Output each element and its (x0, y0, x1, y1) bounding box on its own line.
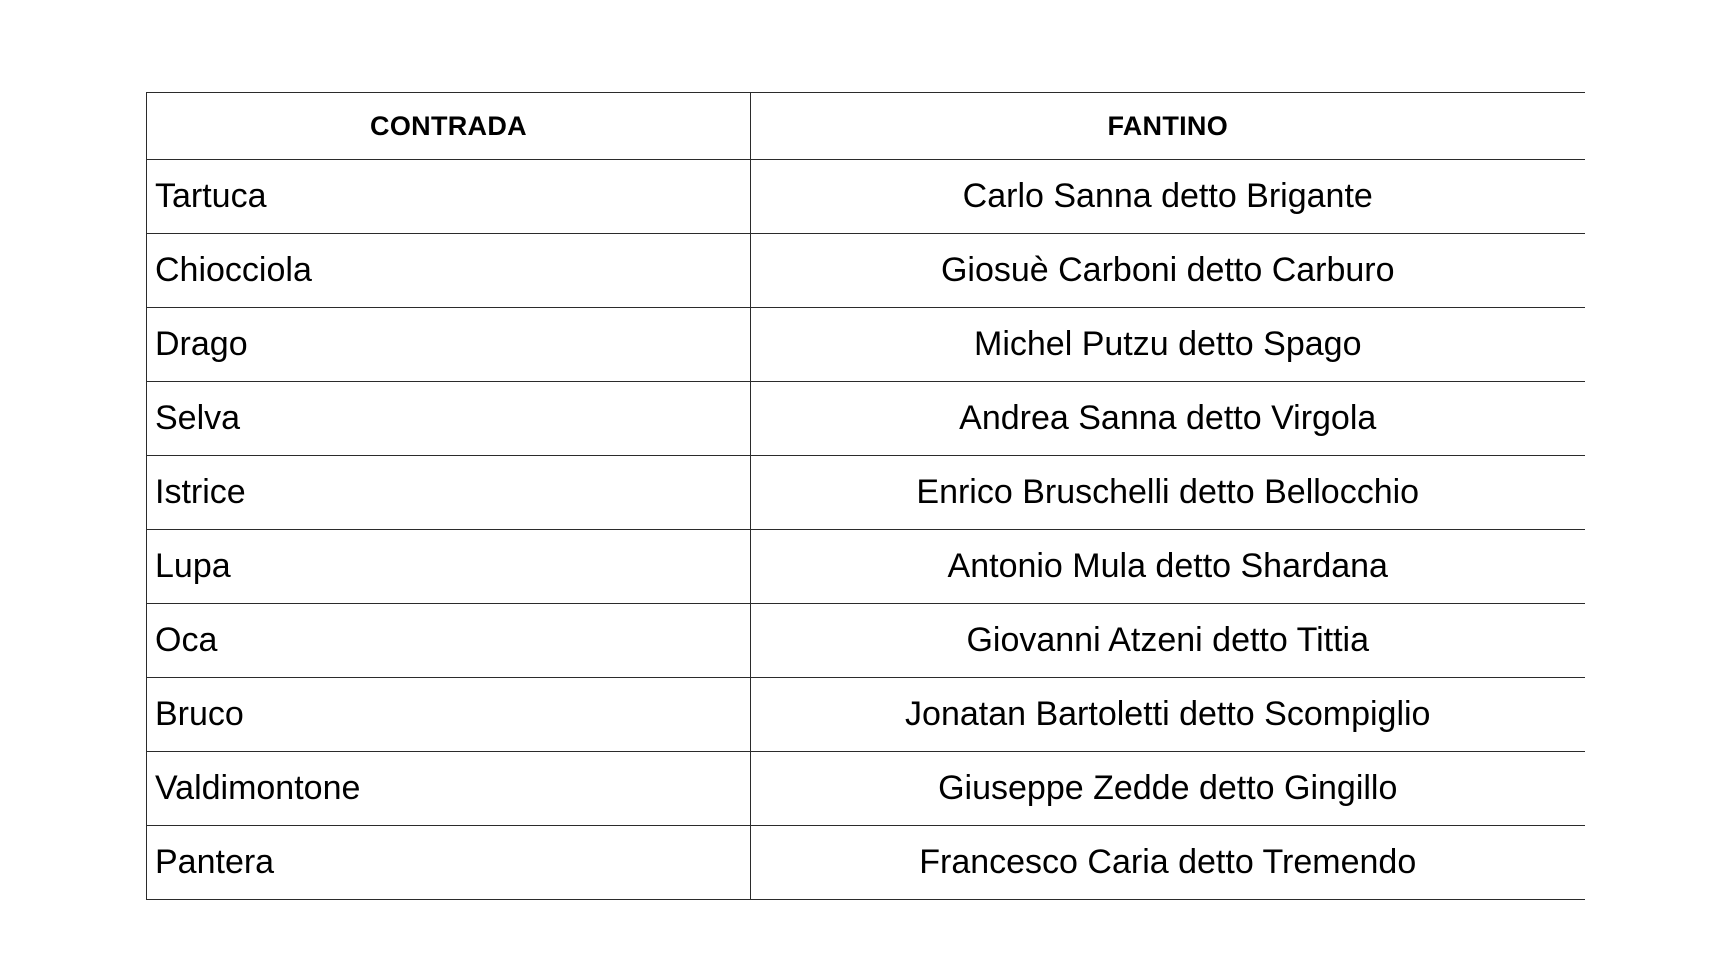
cell-fantino: Francesco Caria detto Tremendo (751, 826, 1585, 900)
table-row (147, 826, 1585, 900)
cell-fantino: Giuseppe Zedde detto Gingillo (751, 752, 1585, 826)
cell-contrada: Oca (147, 604, 751, 678)
cell-fantino: Enrico Bruschelli detto Bellocchio (751, 456, 1585, 530)
cell-fantino: Giovanni Atzeni detto Tittia (751, 604, 1585, 678)
cell-contrada: Drago (147, 308, 751, 382)
header-fantino: FANTINO (751, 93, 1585, 160)
table-header-row (147, 93, 1585, 160)
cell-fantino: Jonatan Bartoletti detto Scompiglio (751, 678, 1585, 752)
cell-fantino: Andrea Sanna detto Virgola (751, 382, 1585, 456)
table-row (147, 456, 1585, 530)
cell-fantino: Antonio Mula detto Shardana (751, 530, 1585, 604)
cell-fantino: Carlo Sanna detto Brigante (751, 160, 1585, 234)
cell-fantino: Giosuè Carboni detto Carburo (751, 234, 1585, 308)
cell-contrada: Bruco (147, 678, 751, 752)
cell-contrada: Istrice (147, 456, 751, 530)
table-row (147, 234, 1585, 308)
table-row (147, 752, 1585, 826)
cell-contrada: Pantera (147, 826, 751, 900)
contrada-fantino-table (146, 92, 1585, 900)
cell-contrada: Chiocciola (147, 234, 751, 308)
cell-contrada: Tartuca (147, 160, 751, 234)
header-contrada: CONTRADA (147, 93, 751, 160)
table-row (147, 604, 1585, 678)
cell-contrada: Lupa (147, 530, 751, 604)
cell-contrada: Selva (147, 382, 751, 456)
table-row (147, 382, 1585, 456)
table-row (147, 308, 1585, 382)
cell-fantino: Michel Putzu detto Spago (751, 308, 1585, 382)
table-row (147, 678, 1585, 752)
table-row (147, 530, 1585, 604)
cell-contrada: Valdimontone (147, 752, 751, 826)
table-row (147, 160, 1585, 234)
